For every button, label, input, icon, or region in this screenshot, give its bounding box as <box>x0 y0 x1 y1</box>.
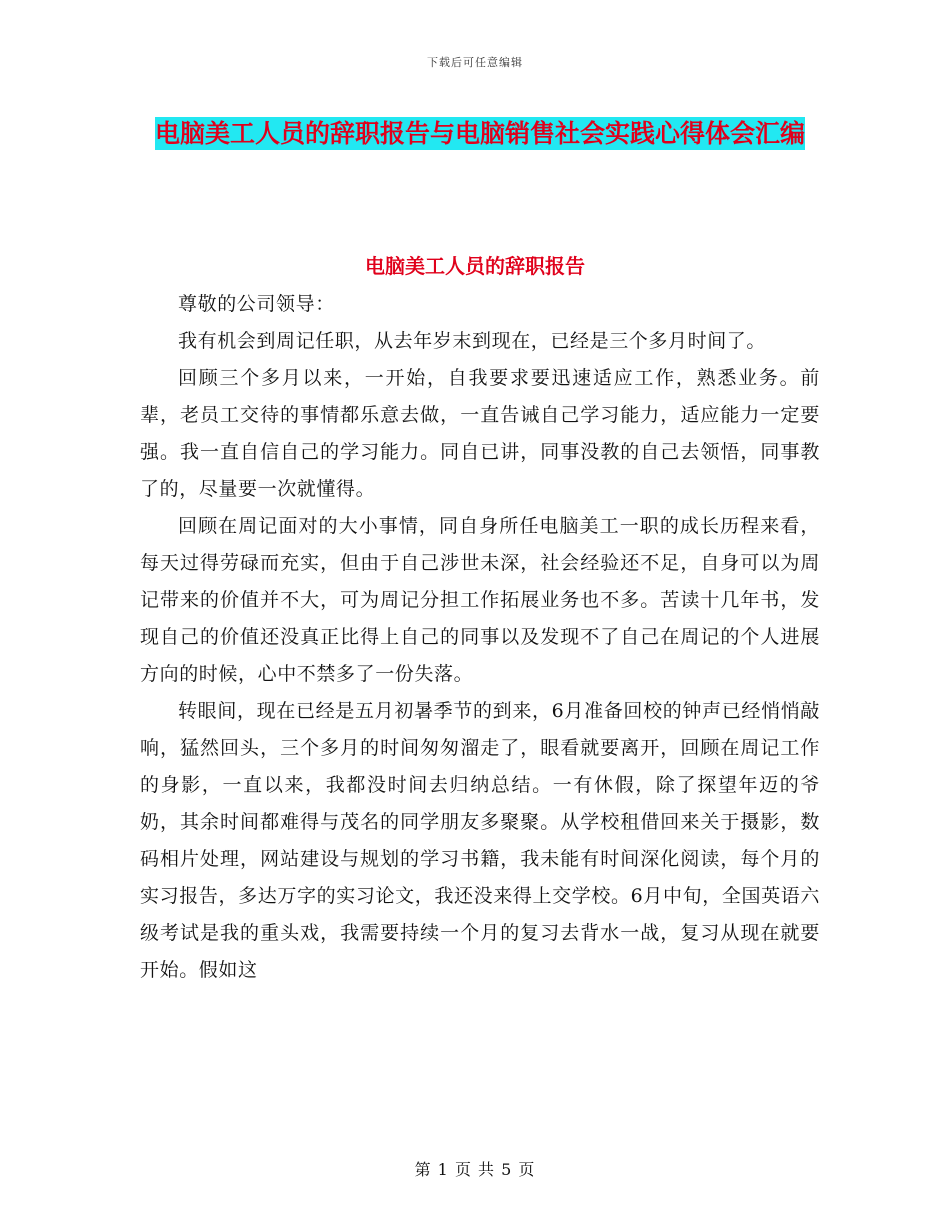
paragraph: 我有机会到周记任职，从去年岁末到现在，已经是三个多月时间了。 <box>178 330 767 352</box>
document-title <box>140 112 820 156</box>
paragraph: 回顾在周记面对的大小事情，同自身所任电脑美工一职的成长历程来看，每天过得劳碌而充实，但由于自己涉世未深，社会经验还不足，自身可以为周记带来的价值并不大，可为周记分担工作拓展业务也不多。苦读十几年书，发现自己的价值还没真正比得上自己的同事以及发现不了自己在周记的个人进展方向的时候，心中不禁多了一份失落。 <box>140 515 820 685</box>
paragraph-salutation: 尊敬的公司领导： <box>178 293 335 315</box>
document-title-text: 电脑美工人员的辞职报告与电脑销售社会实践心得体会汇编 <box>154 119 805 148</box>
header-note: 下载后可任意编辑 <box>427 56 523 69</box>
page-number: 第 1 页 共 5 页 <box>414 1160 536 1179</box>
section-title: 电脑美工人员的辞职报告 <box>365 254 585 278</box>
paragraph: 转眼间，现在已经是五月初暑季节的到来，6月准备回校的钟声已经悄悄敲响，猛然回头，三个多月的时间匆匆溜走了，眼看就要离开，回顾在周记工作的身影，一直以来，我都没时间去归纳总结。一有休假，除了探望年迈的爷奶，其余时间都难得与茂名的同学朋友多聚聚。从学校租借回来关于摄影，数码相片处理，网站建设与规划的学习书籍，我未能有时间深化阅读，每个月的实习报告，多达万字的实习论文，我还没来得上交学校。6月中旬，全国英语六级考试是我的重头戏，我需要持续一个月的复习去背水一战，复习从现在就要开始。假如这 <box>140 700 820 981</box>
document-body <box>140 286 820 989</box>
paragraph: 回顾三个多月以来，一开始，自我要求要迅速适应工作，熟悉业务。前辈，老员工交待的事情都乐意去做，一直告诫自己学习能力，适应能力一定要强。我一直自信自己的学习能力。同自已讲，同事没教的自己去领悟，同事教了的，尽量要一次就懂得。 <box>140 367 820 500</box>
